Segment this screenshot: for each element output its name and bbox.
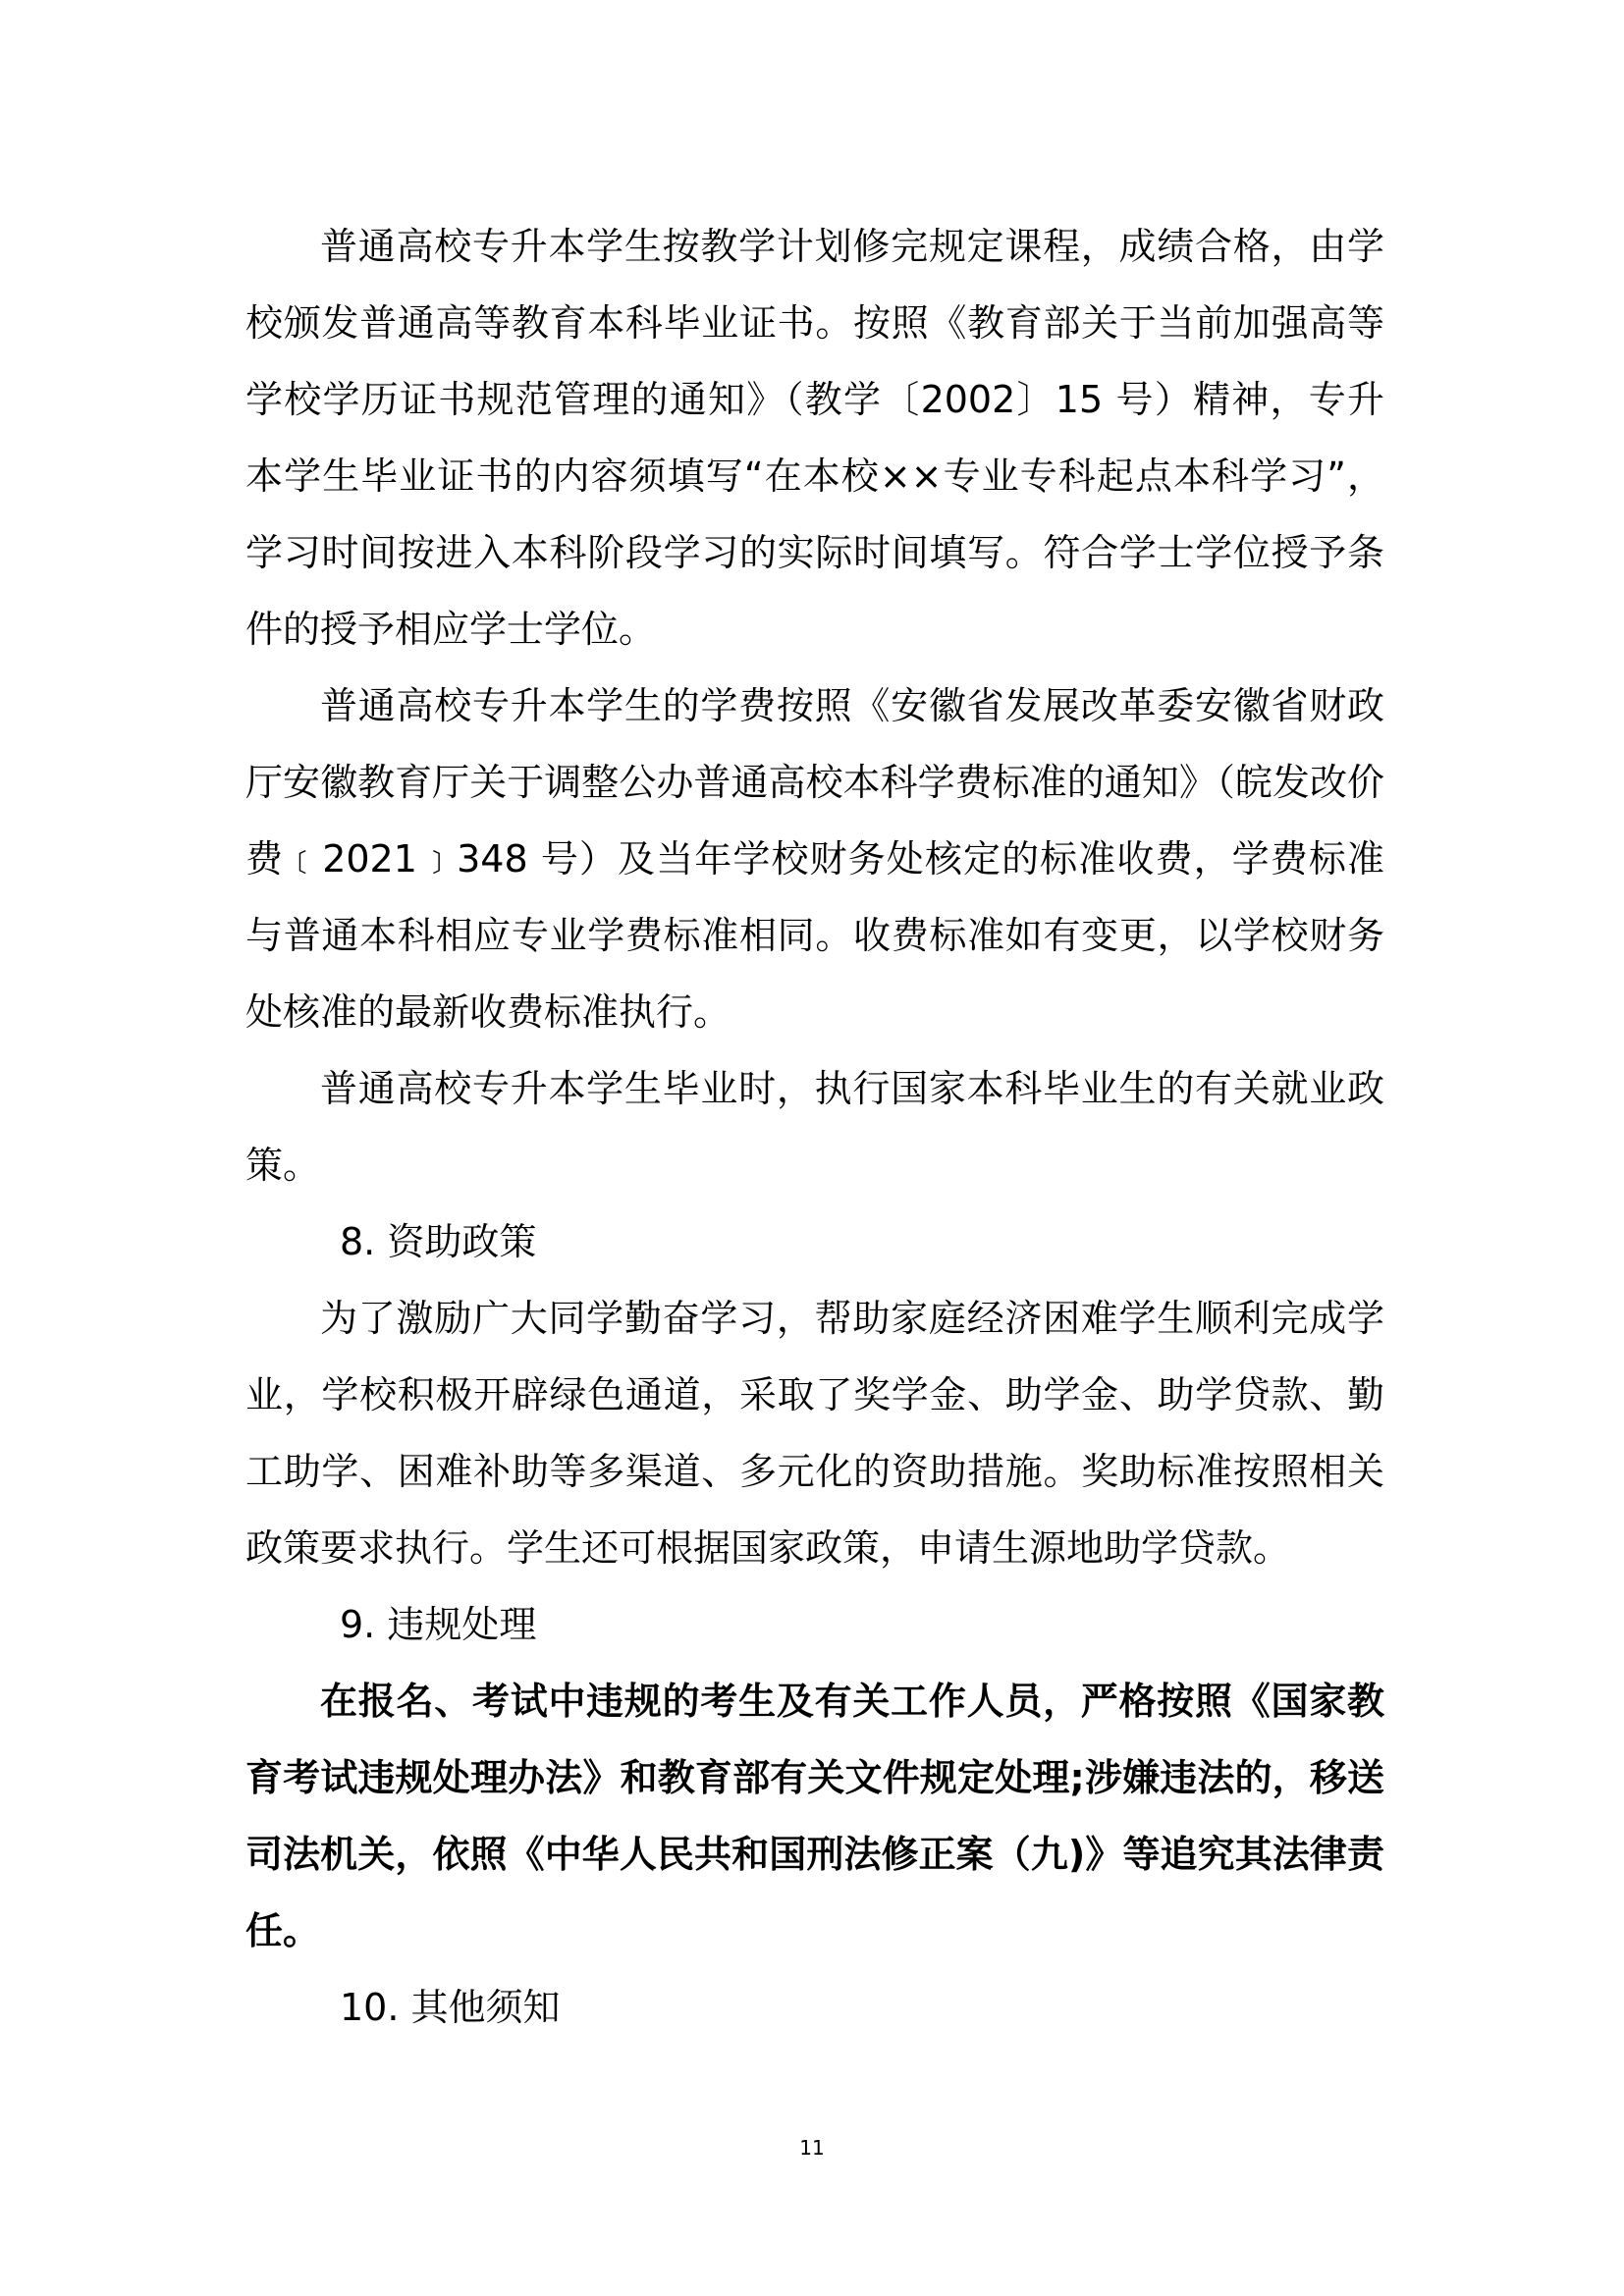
section-heading-violations: 9. 违规处理 — [340, 1603, 537, 1646]
paragraph-tuition: 普通高校专升本学生的学费按照《安徽省发展改革委安徽省财政厅安徽教育厅关于调整公办普通高校本科学费标准的通知》（皖发改价费﹝2021﹞348 号）及当年学校财务处核定的标准收费，学费标准与普通本科相应专业学费标准相同。收费标准如有变更，以学校财务处核准的最新收费标准执行。 — [245, 684, 1384, 1034]
page-body — [245, 208, 1384, 2046]
section-heading-financial-aid: 8. 资助政策 — [340, 1220, 537, 1263]
paragraph-financial-aid: 为了激励广大同学勤奋学习，帮助家庭经济困难学生顺利完成学业，学校积极开辟绿色通道，采取了奖学金、助学金、助学贷款、勤工助学、困难补助等多渠道、多元化的资助措施。奖助标准按照相关政策要求执行。学生还可根据国家政策，申请生源地助学贷款。 — [245, 1297, 1384, 1570]
paragraph-employment: 普通高校专升本学生毕业时，执行国家本科毕业生的有关就业政策。 — [245, 1067, 1384, 1187]
section-heading-other-notes: 10. 其他须知 — [340, 1986, 561, 2029]
page-number: 11 — [799, 2136, 825, 2160]
paragraph-diploma: 普通高校专升本学生按教学计划修完规定课程，成绩合格，由学校颁发普通高等教育本科毕业证书。按照《教育部关于当前加强高等学校学历证书规范管理的通知》（教学〔2002〕15 号）精神，专升本学生毕业证书的内容须填写“在本校××专业专科起点本科学习”，学习时间按进入本科阶段学习的实际时间填写。符合学士学位授予条件的授予相应学士学位。 — [245, 225, 1384, 651]
paragraph-violations: 在报名、考试中违规的考生及有关工作人员，严格按照《国家教育考试违规处理办法》和教育部有关文件规定处理;涉嫌违法的，移送司法机关，依照《中华人民共和国刑法修正案（九)》等追究其法律责任。 — [245, 1680, 1384, 1952]
